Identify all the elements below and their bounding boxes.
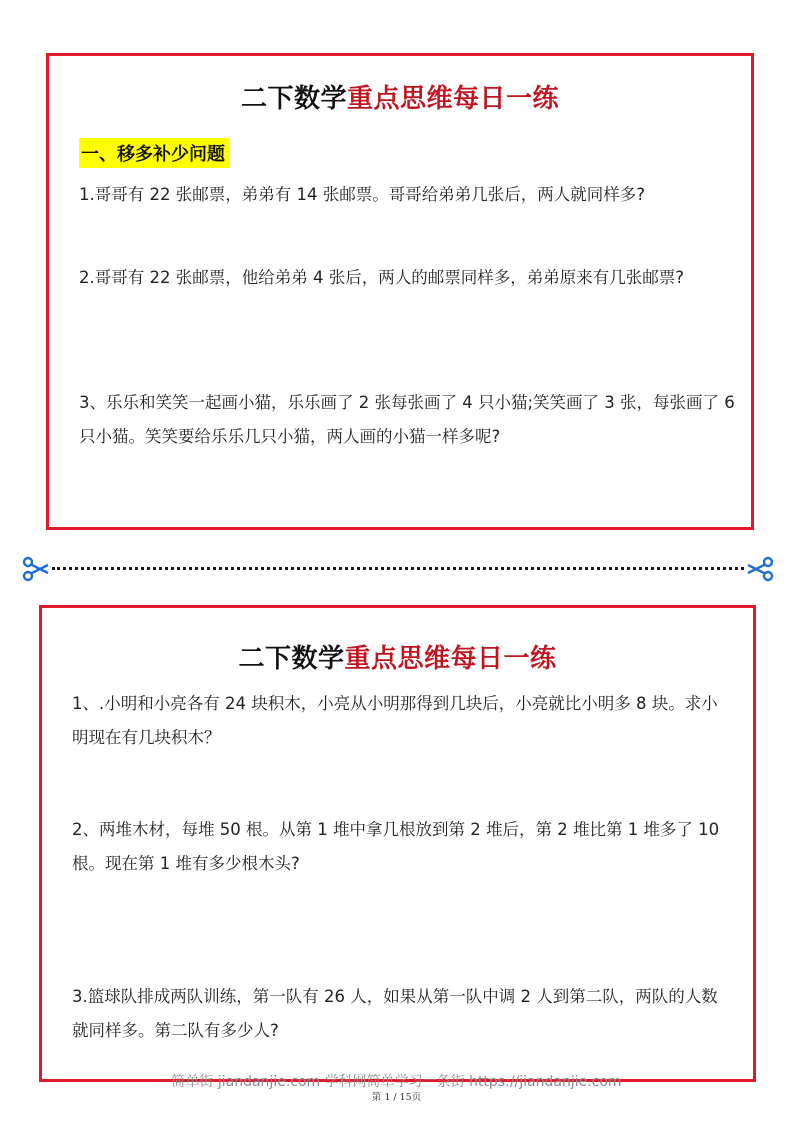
worksheet-card-1 [46, 53, 754, 530]
card-2-title-prefix: 二下数学 [238, 644, 345, 674]
scissors-icon [22, 555, 50, 583]
card-1-title [49, 78, 751, 115]
card-2-title-highlight: 重点思维每日一练 [344, 644, 557, 674]
watermark: 简单街 jiandanjie.com 学科网简单学习一条街 https://jiandanjie.com [171, 1074, 622, 1090]
section-heading: 一、移多补少问题 [79, 138, 229, 168]
dotted-cut-line [52, 567, 744, 570]
scissors-icon [746, 555, 774, 583]
card-1-title-highlight: 重点思维每日一练 [347, 84, 560, 114]
card-2-title [42, 638, 753, 675]
question-2-2: 2、两堆木材，每堆 50 根。从第 1 堆中拿几根放到第 2 堆后，第 2 堆比第 1 堆多了 10 根。现在第 1 堆有多少根木头? [72, 820, 720, 873]
question-2-3: 3.篮球队排成两队训练，第一队有 26 人，如果从第一队中调 2 人到第二队，两队的人数就同样多。第二队有多少人? [72, 987, 718, 1040]
question-1-1: 1.哥哥有 22 张邮票，弟弟有 14 张邮票。哥哥给弟弟几张后，两人就同样多? [79, 185, 645, 204]
cut-line [22, 555, 774, 583]
worksheet-card-2 [39, 605, 756, 1082]
question-1-3: 3、乐乐和笑笑一起画小猫，乐乐画了 2 张每张画了 4 只小猫;笑笑画了 3 张，每张画了 6 只小猫。笑笑要给乐乐几只小猫，两人画的小猫一样多呢? [79, 393, 735, 446]
page-number: 第 1 / 15页 [371, 1092, 422, 1103]
question-2-1: 1、.小明和小亮各有 24 块积木，小亮从小明那得到几块后，小亮就比小明多 8 块。求小明现在有几块积木？ [72, 694, 718, 747]
question-1-2: 2.哥哥有 22 张邮票，他给弟弟 4 张后，两人的邮票同样多，弟弟原来有几张邮票? [79, 268, 684, 287]
card-1-title-prefix: 二下数学 [240, 84, 347, 114]
